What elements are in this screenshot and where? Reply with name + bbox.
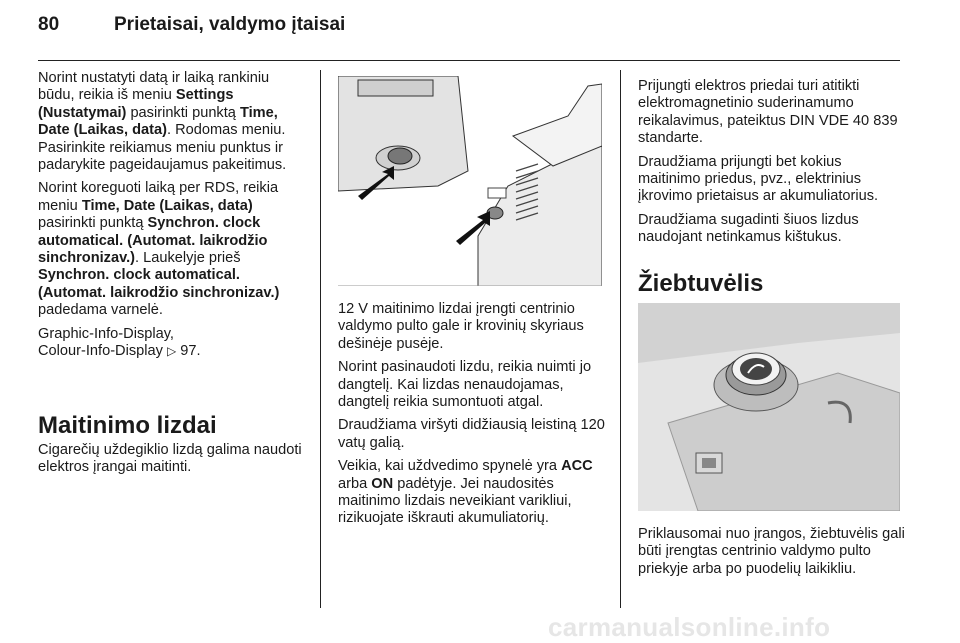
text-segment: padedama varnelė. [38,302,163,319]
paragraph-rds [38,180,306,319]
bold-term: Synchron. clock automatical. (Automat. laikrodžio sinchronizav.) [38,215,268,267]
watermark: carmanualsonline.info [548,612,831,642]
column-2 [338,301,606,534]
page-number: 80 [38,14,60,35]
bold-term: ON [371,475,394,492]
paragraph-no-damage: Draudžiama sugadinti šiuos lizdus naudojant netinkamus kištukus. [638,211,859,246]
paragraph-outlet-cover: Norint pasinaudoti lizdu, reikia nuimti jo dangtelį. Kai lizdas nenaudojamas, dangtelį reikia sumontuoti atgal. [338,359,592,411]
bold-term: Settings (Nustatymai) [38,87,234,121]
paragraph-max-power: Draudžiama viršyti didžiausią leistiną 120 vatų galią. [338,417,605,451]
paragraph-display-ref: Graphic-Info-Display, Colour-Info-Display ▷ 97. [38,325,201,360]
text-segment: Norint nustatyti datą ir laiką rankiniu būdu, reikia iš meniu [38,70,270,104]
column-divider-1 [320,70,321,608]
paragraph-date-time [38,70,306,174]
section-heading-power-outlets: Maitinimo lizdai [38,412,217,439]
text-segment: pasirinkti punktą [38,215,148,232]
column-1 [38,70,306,367]
bold-term: ACC [561,458,593,475]
text-segment: . Laukelyje prieš [135,250,241,267]
page-title: Prietaisai, valdymo įtaisai [114,14,346,35]
column-divider-2 [620,70,621,608]
text-segment: padėtyje. Jei naudositės maitinimo lizdais neveikiant varikliui, rizikuojate iškrauti akumuliatorių. [338,475,572,527]
page-reference[interactable]: 97. [180,343,201,360]
text-segment: . Rodomas meniu. Pasirinkite reikiamus meniu punktus ir padarykite pageidaujamus pakeitimus. [38,122,287,174]
paragraph-lighter-usage: Cigarečių uždegiklio lizdą galima naudoti elektros įrangai maitinti. [38,442,302,476]
text-segment: arba [338,475,372,492]
bold-term: Time, Date (Laikas, data) [38,104,278,139]
page-header [38,14,345,36]
column-3 [638,78,906,253]
cigarette-lighter-illustration-icon [638,303,900,511]
bold-term: Synchron. clock automatical. (Automat. laikrodžio sinchronizav.) [38,267,280,301]
page-reference-arrow-icon: ▷ [166,344,177,359]
text-segment: Norint koreguoti laiką per RDS, reikia meniu [38,180,279,214]
text-segment: Veikia, kai uždvedimo spynelė yra [338,458,562,475]
section-heading-lighter: Žiebtuvėlis [638,270,764,297]
power-outlet-illustration-icon [338,76,602,286]
column-3-bottom [638,526,906,584]
paragraph-acc-on [338,458,606,528]
paragraph-emc: Prijungti elektros priedai turi atitikti elektromagnetinio suderinamumo reikalavimus, pateiktus DIN VDE 40 839 standarte. [638,78,898,147]
column-1-bottom [38,442,306,483]
bold-term: Time, Date (Laikas, data) [81,197,253,214]
header-divider [38,60,900,61]
paragraph-lighter-location: Priklausomai nuo įrangos, žiebtuvėlis gali būti įrengtas centrinio valdymo pulto priekyje arba po puodelių laikikliu. [638,526,905,577]
paragraph-outlets-location: 12 V maitinimo lizdai įrengti centrinio valdymo pulto gale ir krovinių skyriaus dešinėje pusėje. [338,301,584,352]
text-segment: pasirinkti punktą [126,104,240,121]
paragraph-no-chargers: Draudžiama prijungti bet kokius maitinimo priedus, pvz., elektrinius įkrovimo prietaisus ar akumuliatorius. [638,153,879,205]
